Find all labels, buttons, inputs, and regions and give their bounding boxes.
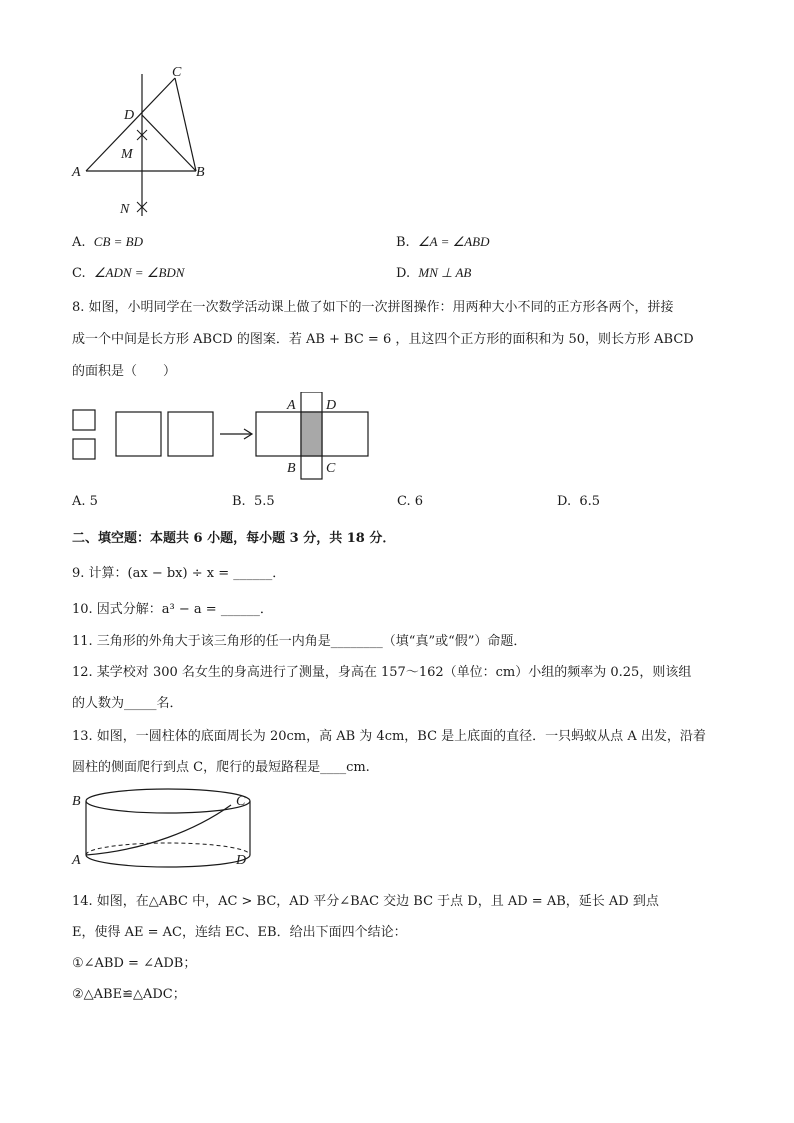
q14-item1: ①∠ABD = ∠ADB； — [72, 956, 197, 971]
q13-line2: 圆柱的侧面爬行到点 C，爬行的最短路程是____cm. — [72, 760, 370, 775]
label-A: A — [72, 165, 81, 180]
section-heading: 二、填空题：本题共 6 小题，每小题 3 分，共 18 分． — [72, 531, 396, 546]
q9: 9. 计算：(ax − bx) ÷ x = ______． — [72, 566, 286, 581]
label-D: D — [124, 108, 135, 123]
q7-option-a: A. CB = BD — [72, 234, 144, 250]
q12-line2: 的人数为_____名． — [72, 696, 183, 711]
q7-option-d: D. MN ⊥ AB — [396, 265, 472, 281]
q13-label-A: A — [72, 853, 81, 868]
q8-figure — [68, 392, 378, 484]
q8-option-a: A. 5 — [72, 494, 98, 509]
q7-figure — [60, 60, 230, 230]
q8-option-b: B. 5.5 — [232, 494, 275, 509]
q8-line3: 的面积是（ ） — [72, 364, 177, 379]
q8-label-A: A — [287, 398, 296, 413]
q14-line2: E，使得 AE = AC，连结 EC、EB．给出下面四个结论： — [72, 925, 407, 940]
label-N: N — [120, 202, 130, 217]
q13-label-B: B — [72, 794, 81, 809]
q7-option-c: C. ∠ADN = ∠BDN — [72, 265, 185, 281]
q14-line1: 14. 如图，在△ABC 中，AC > BC，AD 平分∠BAC 交边 BC 于点 D，且 AD = AB，延长 AD 到点 — [72, 894, 659, 909]
q8-line2: 成一个中间是长方形 ABCD 的图案．若 AB + BC = 6 ，且这四个正方形的面积和为 50，则长方形 ABCD — [72, 332, 694, 347]
q8-option-c: C. 6 — [397, 494, 424, 509]
q14-item2: ②△ABE≌△ADC； — [72, 987, 186, 1002]
q13-cylinder-figure — [66, 780, 256, 872]
q12-line1: 12. 某学校对 300 名女生的身高进行了测量，身高在 157～162（单位：cm）小组的频率为 0.25，则该组 — [72, 665, 692, 680]
q7-option-b: B. ∠A = ∠ABD — [396, 234, 490, 250]
q13-line1: 13. 如图，一圆柱体的底面周长为 20cm，高 AB 为 4cm，BC 是上底面的直径．一只蚂蚁从点 A 出发，沿着 — [72, 729, 706, 744]
q13-label-C: C — [236, 794, 246, 809]
label-M: M — [121, 147, 133, 162]
q8-label-D: D — [326, 398, 337, 413]
q11: 11. 三角形的外角大于该三角形的任一内角是________（填“真”或“假”）命题． — [72, 634, 527, 649]
q8-label-B: B — [287, 461, 296, 476]
q13-label-D: D — [236, 853, 247, 868]
label-B: B — [196, 165, 205, 180]
q8-option-d: D. 6.5 — [557, 494, 601, 509]
q8-label-C: C — [326, 461, 336, 476]
q8-line1: 8. 如图，小明同学在一次数学活动课上做了如下的一次拼图操作：用两种大小不同的正方形各两个，拼接 — [72, 300, 674, 315]
q10: 10. 因式分解：a³ − a = ______． — [72, 602, 273, 617]
label-C: C — [172, 65, 182, 80]
